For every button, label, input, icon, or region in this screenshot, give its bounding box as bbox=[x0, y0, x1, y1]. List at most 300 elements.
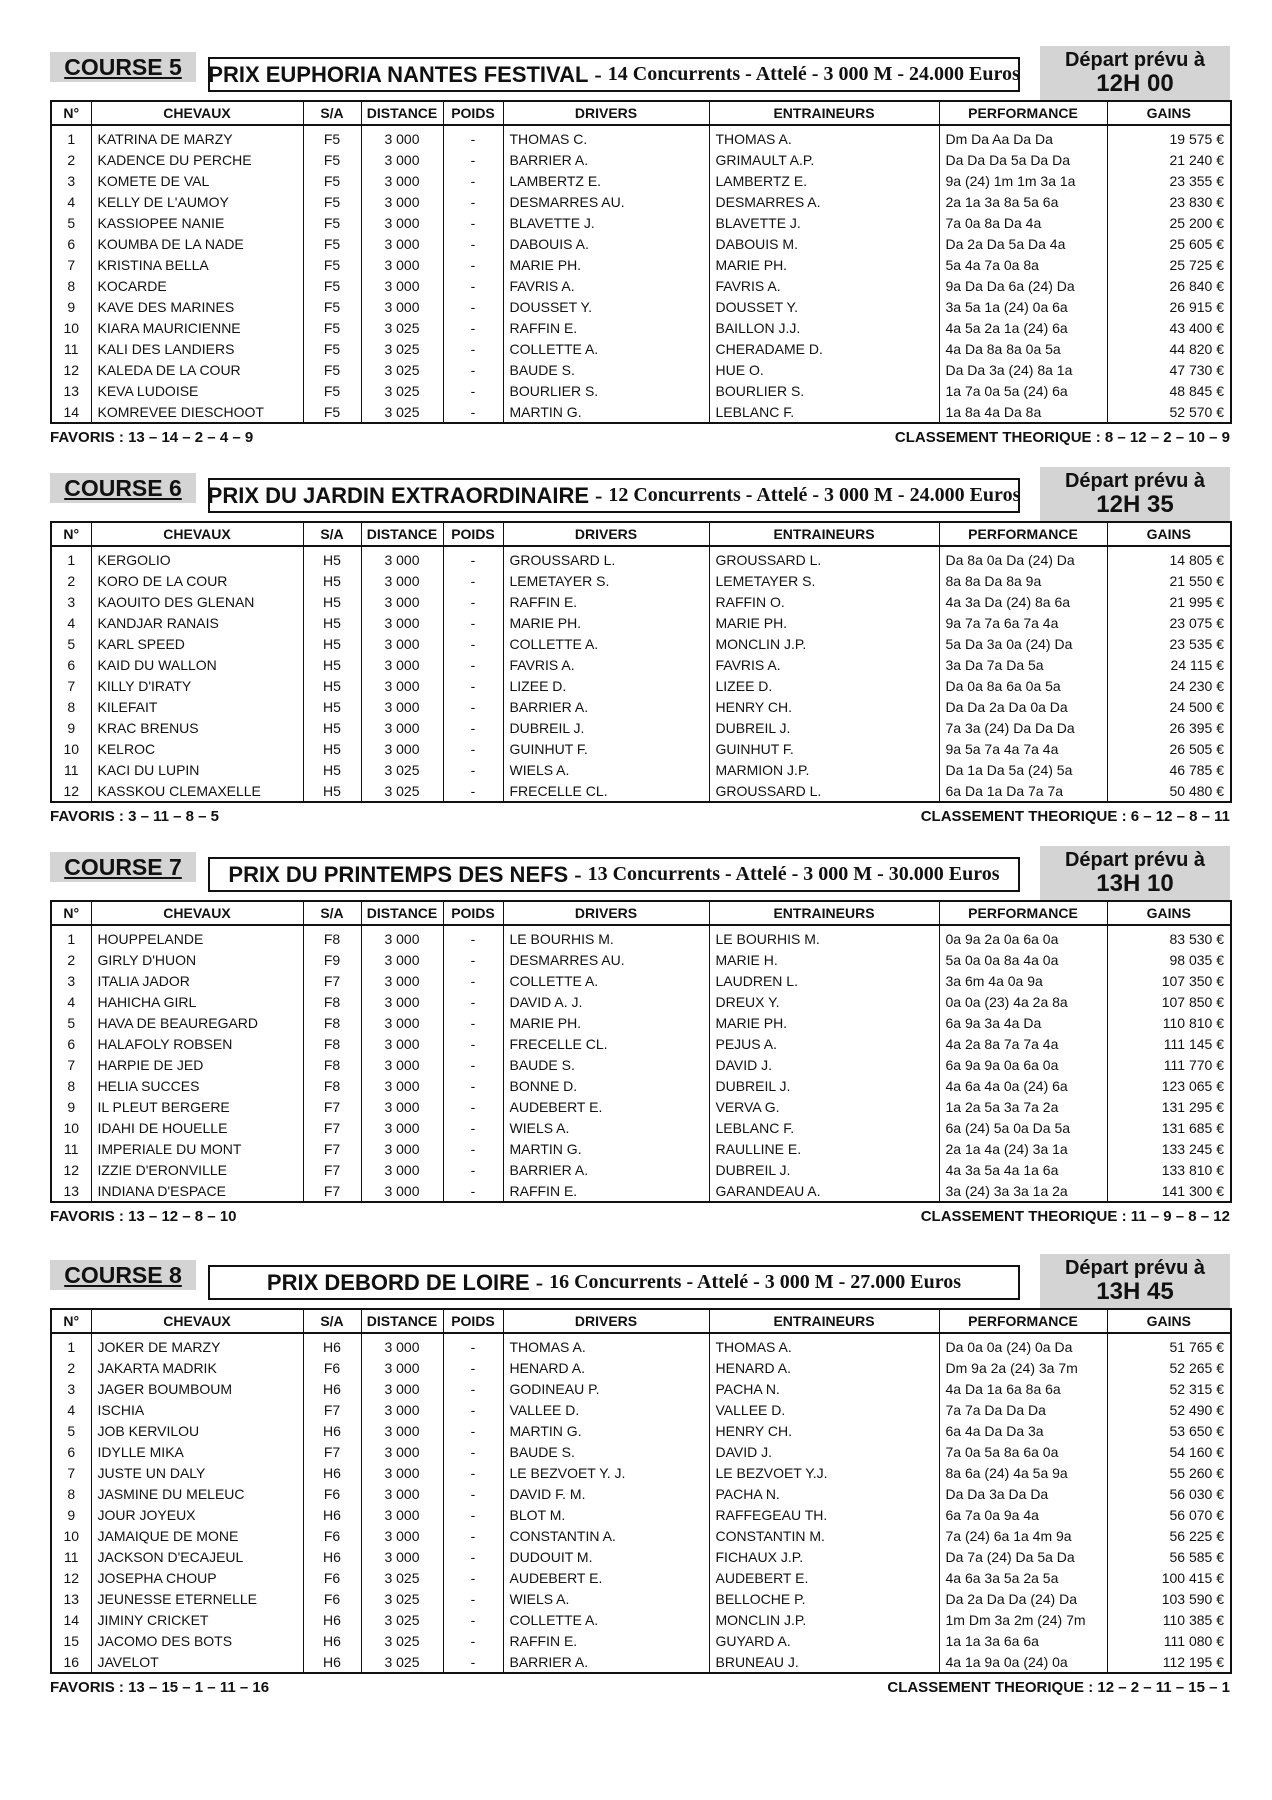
col-header-number: N° bbox=[51, 1309, 91, 1333]
driver: HENARD A. bbox=[503, 1357, 709, 1378]
earnings: 52 570 € bbox=[1107, 401, 1231, 423]
sex-age: H5 bbox=[303, 738, 361, 759]
horse-name: KELROC bbox=[91, 738, 303, 759]
horse-name: KALI DES LANDIERS bbox=[91, 338, 303, 359]
earnings: 53 650 € bbox=[1107, 1420, 1231, 1441]
driver: RAFFIN E. bbox=[503, 1630, 709, 1651]
table-row bbox=[51, 970, 1231, 991]
table-row bbox=[51, 780, 1231, 802]
race-footer bbox=[50, 803, 1230, 829]
runner-number: 13 bbox=[51, 380, 91, 401]
table-row bbox=[51, 338, 1231, 359]
table-row bbox=[51, 1483, 1231, 1504]
performance: 9a Da Da 6a (24) Da bbox=[939, 275, 1107, 296]
distance: 3 000 bbox=[361, 1378, 443, 1399]
trainer: LAMBERTZ E. bbox=[709, 170, 939, 191]
runner-number: 10 bbox=[51, 738, 91, 759]
weight: - bbox=[443, 191, 503, 212]
trainer: MARIE PH. bbox=[709, 1012, 939, 1033]
weight: - bbox=[443, 654, 503, 675]
earnings: 110 810 € bbox=[1107, 1012, 1231, 1033]
sex-age: F7 bbox=[303, 1399, 361, 1420]
weight: - bbox=[443, 359, 503, 380]
sex-age: F5 bbox=[303, 149, 361, 170]
title-separator: - bbox=[594, 61, 602, 87]
weight: - bbox=[443, 233, 503, 254]
departure-time: 13H 45 bbox=[1096, 1278, 1174, 1305]
table-row bbox=[51, 1630, 1231, 1651]
driver: DUBREIL J. bbox=[503, 717, 709, 738]
trainer: LIZEE D. bbox=[709, 675, 939, 696]
horse-name: HAVA DE BEAUREGARD bbox=[91, 1012, 303, 1033]
earnings: 56 030 € bbox=[1107, 1483, 1231, 1504]
favorites-value: 13 – 12 – 8 – 10 bbox=[128, 1208, 237, 1225]
runner-number: 5 bbox=[51, 212, 91, 233]
driver: FAVRIS A. bbox=[503, 275, 709, 296]
horse-name: KILLY D'IRATY bbox=[91, 675, 303, 696]
favorites-label: FAVORIS : bbox=[50, 1679, 124, 1696]
weight: - bbox=[443, 1399, 503, 1420]
distance: 3 000 bbox=[361, 1504, 443, 1525]
performance: Da 2a Da 5a Da 4a bbox=[939, 233, 1107, 254]
weight: - bbox=[443, 1117, 503, 1138]
runner-number: 12 bbox=[51, 780, 91, 802]
trainer: HENRY CH. bbox=[709, 696, 939, 717]
weight: - bbox=[443, 1378, 503, 1399]
runner-number: 11 bbox=[51, 759, 91, 780]
table-row bbox=[51, 1117, 1231, 1138]
runner-number: 4 bbox=[51, 191, 91, 212]
runner-number: 5 bbox=[51, 633, 91, 654]
table-row bbox=[51, 1378, 1231, 1399]
distance: 3 000 bbox=[361, 696, 443, 717]
earnings: 47 730 € bbox=[1107, 359, 1231, 380]
sex-age: F5 bbox=[303, 233, 361, 254]
horse-name: IMPERIALE DU MONT bbox=[91, 1138, 303, 1159]
driver: DOUSSET Y. bbox=[503, 296, 709, 317]
horse-name: KOMETE DE VAL bbox=[91, 170, 303, 191]
distance: 3 000 bbox=[361, 1357, 443, 1378]
horse-name: JEUNESSE ETERNELLE bbox=[91, 1588, 303, 1609]
trainer: DESMARRES A. bbox=[709, 191, 939, 212]
driver: DAVID A. J. bbox=[503, 991, 709, 1012]
distance: 3 000 bbox=[361, 296, 443, 317]
col-header-earnings: GAINS bbox=[1107, 901, 1231, 925]
table-row bbox=[51, 1054, 1231, 1075]
col-header-sex-age: S/A bbox=[303, 522, 361, 546]
distance: 3 000 bbox=[361, 212, 443, 233]
departure-time: 12H 00 bbox=[1096, 70, 1174, 97]
runner-number: 16 bbox=[51, 1651, 91, 1673]
weight: - bbox=[443, 546, 503, 570]
earnings: 43 400 € bbox=[1107, 317, 1231, 338]
driver: AUDEBERT E. bbox=[503, 1567, 709, 1588]
performance: 5a Da 3a 0a (24) Da bbox=[939, 633, 1107, 654]
performance: 7a 7a Da Da Da bbox=[939, 1399, 1107, 1420]
runner-number: 2 bbox=[51, 949, 91, 970]
distance: 3 000 bbox=[361, 633, 443, 654]
earnings: 111 080 € bbox=[1107, 1630, 1231, 1651]
col-header-distance: DISTANCE bbox=[361, 901, 443, 925]
distance: 3 000 bbox=[361, 1075, 443, 1096]
distance: 3 000 bbox=[361, 125, 443, 149]
performance: 1a 2a 5a 3a 7a 2a bbox=[939, 1096, 1107, 1117]
trainer: RAULLINE E. bbox=[709, 1138, 939, 1159]
weight: - bbox=[443, 1096, 503, 1117]
earnings: 131 685 € bbox=[1107, 1117, 1231, 1138]
performance: 4a 1a 9a 0a (24) 0a bbox=[939, 1651, 1107, 1673]
col-header-trainers: ENTRAINEURS bbox=[709, 1309, 939, 1333]
distance: 3 000 bbox=[361, 925, 443, 949]
driver: DAVID F. M. bbox=[503, 1483, 709, 1504]
horse-name: KASSIOPEE NANIE bbox=[91, 212, 303, 233]
weight: - bbox=[443, 675, 503, 696]
col-header-drivers: DRIVERS bbox=[503, 101, 709, 125]
trainer: LE BOURHIS M. bbox=[709, 925, 939, 949]
runner-number: 11 bbox=[51, 338, 91, 359]
sex-age: H6 bbox=[303, 1420, 361, 1441]
col-header-earnings: GAINS bbox=[1107, 1309, 1231, 1333]
performance: 4a 5a 2a 1a (24) 6a bbox=[939, 317, 1107, 338]
race-header bbox=[50, 1254, 1230, 1308]
distance: 3 025 bbox=[361, 1609, 443, 1630]
distance: 3 000 bbox=[361, 717, 443, 738]
favorites bbox=[50, 808, 219, 825]
departure-label: Départ prévu à bbox=[1064, 49, 1206, 71]
weight: - bbox=[443, 591, 503, 612]
distance: 3 025 bbox=[361, 780, 443, 802]
trainer: THOMAS A. bbox=[709, 1333, 939, 1357]
table-row bbox=[51, 717, 1231, 738]
distance: 3 000 bbox=[361, 1159, 443, 1180]
race-footer bbox=[50, 1203, 1230, 1229]
performance: 5a 4a 7a 0a 8a bbox=[939, 254, 1107, 275]
earnings: 24 115 € bbox=[1107, 654, 1231, 675]
runner-number: 7 bbox=[51, 1054, 91, 1075]
sex-age: F5 bbox=[303, 317, 361, 338]
runner-number: 11 bbox=[51, 1546, 91, 1567]
trainer: THOMAS A. bbox=[709, 125, 939, 149]
table-header-row bbox=[51, 901, 1231, 925]
race-info: 13 Concurrents - Attelé - 3 000 M - 30.000 Euros bbox=[587, 863, 1000, 885]
driver: LE BOURHIS M. bbox=[503, 925, 709, 949]
trainer: DUBREIL J. bbox=[709, 1075, 939, 1096]
driver: AUDEBERT E. bbox=[503, 1096, 709, 1117]
weight: - bbox=[443, 1054, 503, 1075]
table-row bbox=[51, 1525, 1231, 1546]
weight: - bbox=[443, 1567, 503, 1588]
runners-table bbox=[50, 1308, 1232, 1674]
sex-age: H6 bbox=[303, 1609, 361, 1630]
performance: 4a 2a 8a 7a 7a 4a bbox=[939, 1033, 1107, 1054]
horse-name: KAVE DES MARINES bbox=[91, 296, 303, 317]
col-header-earnings: GAINS bbox=[1107, 101, 1231, 125]
title-separator: - bbox=[574, 861, 582, 887]
trainer: PACHA N. bbox=[709, 1378, 939, 1399]
trainer: GUYARD A. bbox=[709, 1630, 939, 1651]
runner-number: 2 bbox=[51, 570, 91, 591]
earnings: 26 395 € bbox=[1107, 717, 1231, 738]
race-title-box bbox=[208, 478, 1020, 513]
sex-age: F8 bbox=[303, 991, 361, 1012]
race-header bbox=[50, 467, 1230, 521]
horse-name: KANDJAR RANAIS bbox=[91, 612, 303, 633]
earnings: 48 845 € bbox=[1107, 380, 1231, 401]
trainer: DOUSSET Y. bbox=[709, 296, 939, 317]
trainer: LE BEZVOET Y.J. bbox=[709, 1462, 939, 1483]
driver: LIZEE D. bbox=[503, 675, 709, 696]
driver: THOMAS A. bbox=[503, 1333, 709, 1357]
driver: RAFFIN E. bbox=[503, 591, 709, 612]
sex-age: H5 bbox=[303, 591, 361, 612]
ranking-label: CLASSEMENT THEORIQUE : bbox=[894, 429, 1101, 446]
driver: BONNE D. bbox=[503, 1075, 709, 1096]
horse-name: KRAC BRENUS bbox=[91, 717, 303, 738]
col-header-performance: PERFORMANCE bbox=[939, 522, 1107, 546]
horse-name: KILEFAIT bbox=[91, 696, 303, 717]
col-header-performance: PERFORMANCE bbox=[939, 901, 1107, 925]
performance: 9a (24) 1m 1m 3a 1a bbox=[939, 170, 1107, 191]
performance: 3a (24) 3a 3a 1a 2a bbox=[939, 1180, 1107, 1202]
sex-age: F5 bbox=[303, 401, 361, 423]
sex-age: F5 bbox=[303, 380, 361, 401]
distance: 3 000 bbox=[361, 1483, 443, 1504]
distance: 3 000 bbox=[361, 654, 443, 675]
weight: - bbox=[443, 1588, 503, 1609]
horse-name: JAKARTA MADRIK bbox=[91, 1357, 303, 1378]
performance: Da Da 2a Da 0a Da bbox=[939, 696, 1107, 717]
weight: - bbox=[443, 1483, 503, 1504]
earnings: 26 505 € bbox=[1107, 738, 1231, 759]
weight: - bbox=[443, 1075, 503, 1096]
driver: MARIE PH. bbox=[503, 254, 709, 275]
sex-age: H6 bbox=[303, 1651, 361, 1673]
table-row bbox=[51, 1357, 1231, 1378]
table-row bbox=[51, 591, 1231, 612]
table-row bbox=[51, 1567, 1231, 1588]
table-row bbox=[51, 275, 1231, 296]
horse-name: KRISTINA BELLA bbox=[91, 254, 303, 275]
race-title-box bbox=[208, 857, 1020, 892]
departure-label: Départ prévu à bbox=[1064, 1257, 1206, 1279]
horse-name: ISCHIA bbox=[91, 1399, 303, 1420]
col-header-distance: DISTANCE bbox=[361, 101, 443, 125]
sex-age: F7 bbox=[303, 1180, 361, 1202]
favorites-value: 3 – 11 – 8 – 5 bbox=[128, 808, 219, 825]
horse-name: KAID DU WALLON bbox=[91, 654, 303, 675]
col-header-drivers: DRIVERS bbox=[503, 522, 709, 546]
horse-name: KATRINA DE MARZY bbox=[91, 125, 303, 149]
weight: - bbox=[443, 738, 503, 759]
race-footer bbox=[50, 424, 1230, 450]
earnings: 23 355 € bbox=[1107, 170, 1231, 191]
horse-name: KEVA LUDOISE bbox=[91, 380, 303, 401]
sex-age: F8 bbox=[303, 925, 361, 949]
earnings: 26 915 € bbox=[1107, 296, 1231, 317]
col-header-drivers: DRIVERS bbox=[503, 901, 709, 925]
race-title-box bbox=[208, 1265, 1020, 1300]
performance: 1a 8a 4a Da 8a bbox=[939, 401, 1107, 423]
departure-time: 13H 10 bbox=[1096, 870, 1174, 897]
performance: Da Da Da 5a Da Da bbox=[939, 149, 1107, 170]
driver: COLLETTE A. bbox=[503, 338, 709, 359]
sex-age: H5 bbox=[303, 675, 361, 696]
horse-name: JACKSON D'ECAJEUL bbox=[91, 1546, 303, 1567]
distance: 3 000 bbox=[361, 546, 443, 570]
ranking-value: 6 – 12 – 8 – 11 bbox=[1130, 808, 1230, 825]
trainer: BRUNEAU J. bbox=[709, 1651, 939, 1673]
horse-name: JOSEPHA CHOUP bbox=[91, 1567, 303, 1588]
table-row bbox=[51, 949, 1231, 970]
trainer: BAILLON J.J. bbox=[709, 317, 939, 338]
weight: - bbox=[443, 1504, 503, 1525]
driver: MARIE PH. bbox=[503, 1012, 709, 1033]
weight: - bbox=[443, 1357, 503, 1378]
theoretical-ranking bbox=[887, 1679, 1230, 1696]
earnings: 14 805 € bbox=[1107, 546, 1231, 570]
weight: - bbox=[443, 317, 503, 338]
trainer: DUBREIL J. bbox=[709, 717, 939, 738]
performance: 8a 8a Da 8a 9a bbox=[939, 570, 1107, 591]
title-separator: - bbox=[535, 1269, 544, 1295]
performance: 4a 6a 4a 0a (24) 6a bbox=[939, 1075, 1107, 1096]
trainer: CHERADAME D. bbox=[709, 338, 939, 359]
runner-number: 6 bbox=[51, 654, 91, 675]
col-header-distance: DISTANCE bbox=[361, 522, 443, 546]
sex-age: F6 bbox=[303, 1525, 361, 1546]
performance: 6a 9a 9a 0a 6a 0a bbox=[939, 1054, 1107, 1075]
horse-name: KOMREVEE DIESCHOOT bbox=[91, 401, 303, 423]
col-header-horses: CHEVAUX bbox=[91, 901, 303, 925]
horse-name: HARPIE DE JED bbox=[91, 1054, 303, 1075]
sex-age: F5 bbox=[303, 296, 361, 317]
table-row bbox=[51, 125, 1231, 149]
performance: Da Da 3a (24) 8a 1a bbox=[939, 359, 1107, 380]
earnings: 111 145 € bbox=[1107, 1033, 1231, 1054]
runner-number: 4 bbox=[51, 991, 91, 1012]
sex-age: H5 bbox=[303, 759, 361, 780]
table-row bbox=[51, 696, 1231, 717]
earnings: 24 230 € bbox=[1107, 675, 1231, 696]
trainer: MONCLIN J.P. bbox=[709, 1609, 939, 1630]
horse-name: KOUMBA DE LA NADE bbox=[91, 233, 303, 254]
trainer: RAFFIN O. bbox=[709, 591, 939, 612]
weight: - bbox=[443, 612, 503, 633]
runners-table bbox=[50, 100, 1232, 424]
sex-age: H6 bbox=[303, 1546, 361, 1567]
sex-age: F6 bbox=[303, 1588, 361, 1609]
table-row bbox=[51, 738, 1231, 759]
earnings: 25 725 € bbox=[1107, 254, 1231, 275]
driver: FRECELLE CL. bbox=[503, 1033, 709, 1054]
table-row bbox=[51, 1159, 1231, 1180]
ranking-value: 8 – 12 – 2 – 10 – 9 bbox=[1104, 429, 1230, 446]
race-section-course-8 bbox=[50, 1254, 1230, 1700]
horse-name: HALAFOLY ROBSEN bbox=[91, 1033, 303, 1054]
horse-name: INDIANA D'ESPACE bbox=[91, 1180, 303, 1202]
table-row bbox=[51, 675, 1231, 696]
distance: 3 000 bbox=[361, 1546, 443, 1567]
earnings: 56 585 € bbox=[1107, 1546, 1231, 1567]
weight: - bbox=[443, 633, 503, 654]
driver: DESMARRES AU. bbox=[503, 191, 709, 212]
weight: - bbox=[443, 275, 503, 296]
horse-name: KERGOLIO bbox=[91, 546, 303, 570]
table-row bbox=[51, 254, 1231, 275]
performance: 1a 1a 3a 6a 6a bbox=[939, 1630, 1107, 1651]
sex-age: F5 bbox=[303, 275, 361, 296]
earnings: 46 785 € bbox=[1107, 759, 1231, 780]
sex-age: F9 bbox=[303, 949, 361, 970]
table-row bbox=[51, 1096, 1231, 1117]
distance: 3 000 bbox=[361, 1012, 443, 1033]
horse-name: JAMAIQUE DE MONE bbox=[91, 1525, 303, 1546]
race-title-box bbox=[208, 57, 1020, 92]
performance: 9a 7a 7a 6a 7a 4a bbox=[939, 612, 1107, 633]
distance: 3 000 bbox=[361, 949, 443, 970]
race-section-course-5 bbox=[50, 46, 1230, 450]
horse-name: ITALIA JADOR bbox=[91, 970, 303, 991]
sex-age: F5 bbox=[303, 125, 361, 149]
distance: 3 000 bbox=[361, 970, 443, 991]
driver: WIELS A. bbox=[503, 1117, 709, 1138]
table-header-row bbox=[51, 522, 1231, 546]
distance: 3 000 bbox=[361, 1054, 443, 1075]
distance: 3 000 bbox=[361, 149, 443, 170]
performance: 4a Da 1a 6a 8a 6a bbox=[939, 1378, 1107, 1399]
performance: 3a Da 7a Da 5a bbox=[939, 654, 1107, 675]
table-row bbox=[51, 1588, 1231, 1609]
table-row bbox=[51, 359, 1231, 380]
table-row bbox=[51, 1462, 1231, 1483]
trainer: BELLOCHE P. bbox=[709, 1588, 939, 1609]
weight: - bbox=[443, 717, 503, 738]
sex-age: H5 bbox=[303, 654, 361, 675]
runner-number: 1 bbox=[51, 125, 91, 149]
trainer: HENRY CH. bbox=[709, 1420, 939, 1441]
driver: CONSTANTIN A. bbox=[503, 1525, 709, 1546]
distance: 3 025 bbox=[361, 359, 443, 380]
favorites-value: 13 – 15 – 1 – 11 – 16 bbox=[128, 1679, 270, 1696]
table-row bbox=[51, 1075, 1231, 1096]
trainer: GARANDEAU A. bbox=[709, 1180, 939, 1202]
performance: 6a 4a Da Da 3a bbox=[939, 1420, 1107, 1441]
runner-number: 6 bbox=[51, 1033, 91, 1054]
race-footer bbox=[50, 1674, 1230, 1700]
runners-table bbox=[50, 900, 1232, 1203]
sex-age: H5 bbox=[303, 780, 361, 802]
table-row bbox=[51, 212, 1231, 233]
driver: FRECELLE CL. bbox=[503, 780, 709, 802]
horse-name: KASSKOU CLEMAXELLE bbox=[91, 780, 303, 802]
distance: 3 000 bbox=[361, 1033, 443, 1054]
table-row bbox=[51, 1333, 1231, 1357]
driver: VALLEE D. bbox=[503, 1399, 709, 1420]
sex-age: F5 bbox=[303, 191, 361, 212]
horse-name: HOUPPELANDE bbox=[91, 925, 303, 949]
runner-number: 7 bbox=[51, 1462, 91, 1483]
favorites bbox=[50, 1679, 269, 1696]
driver: LAMBERTZ E. bbox=[503, 170, 709, 191]
race-info: 16 Concurrents - Attelé - 3 000 M - 27.000 Euros bbox=[549, 1271, 962, 1293]
horse-name: HELIA SUCCES bbox=[91, 1075, 303, 1096]
sex-age: F6 bbox=[303, 1483, 361, 1504]
sex-age: F7 bbox=[303, 1441, 361, 1462]
runner-number: 1 bbox=[51, 546, 91, 570]
distance: 3 000 bbox=[361, 1525, 443, 1546]
trainer: LAUDREN L. bbox=[709, 970, 939, 991]
earnings: 131 295 € bbox=[1107, 1096, 1231, 1117]
